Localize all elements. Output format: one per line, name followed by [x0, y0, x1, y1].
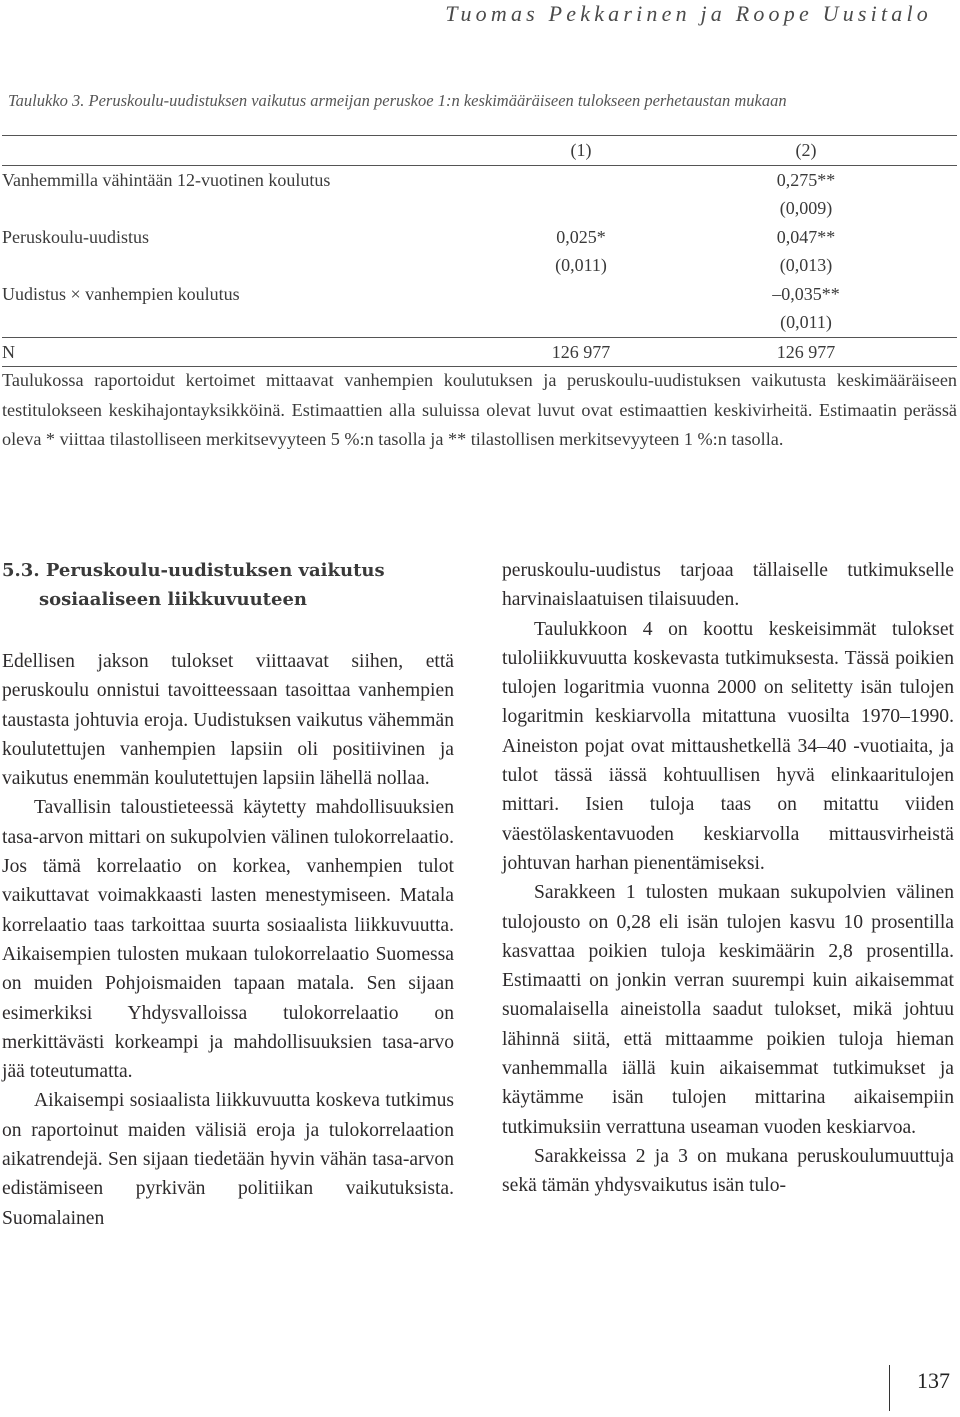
cell: 0,275** — [776, 169, 836, 190]
cell: (0,013) — [779, 255, 833, 275]
row-label: Peruskoulu-uudistus — [2, 226, 150, 247]
table-row-n — [2, 337, 957, 367]
paragraph: Sarakkeen 1 tulosten mukaan sukupolvien välinen tulojousto on 0,28 eli isän tulojen kasvu 10 prosentilla kasvattaa poikien tuloja keskimäärin 2,8 prosentilla. Estimaatti on jonkin verran suurempi kuin aikaisemmat suomalaisella aineistolla saadut tulokset, mikä johtuu lähinnä siitä, että mittaamme poikien tuloja hieman vanhemmalla iällä kuin aikaisemmat tutkimukset ja käytämme isän tulojen mittarina aikaisempiin tutkimuksiin verrattuna useaman vuoden keskiarvoa. — [502, 882, 954, 1138]
cell: (0,011) — [780, 312, 832, 332]
row-label — [2, 308, 507, 337]
table-row — [2, 165, 957, 194]
cell: 0,025* — [556, 226, 606, 247]
row-label: Vanhemmilla vähintään 12-vuotinen koulutus — [2, 169, 331, 190]
row-label — [2, 251, 507, 280]
cell — [507, 280, 655, 309]
paragraph: Sarakkeissa 2 ja 3 on mukana peruskoulumuuttuja sekä tämän yhdysvaikutus isän tulo- — [502, 1145, 954, 1197]
table-row — [2, 308, 957, 337]
column-header-1: (1) — [507, 136, 655, 166]
cell: 0,047** — [776, 226, 836, 247]
table-caption: Taulukko 3. Peruskoulu-uudistuksen vaikutus armeijan peruskoe 1:n keskimääräiseen tulokseen perhetaustan mukaan — [8, 91, 787, 110]
paragraph: Edellisen jakson tulokset viittaavat siihen, että peruskoulu onnistui tavoitteessaan tasoittaa vanhempien taustasta johtuvia eroja. Uudistuksen vaikutus vähemmän koulutettujen vanhempien lapsiin oli positiivinen ja vaikutus enemmän koulutettujen lapsiin lähellä nollaa. — [2, 651, 454, 790]
cell — [507, 308, 655, 337]
left-column — [2, 556, 454, 1233]
table-row — [2, 223, 957, 252]
paragraph: Aikaisempi sosiaalista liikkuvuutta koskeva tutkimus on raportoinut maiden välisiä eroja ja tulokorrelaation aikatrendejä. Sen sijaan tiedetään hyvin vähän tasa-arvon edistämiseen pyrkivän politiikan vaikutuksista. Suomalainen — [2, 1090, 454, 1229]
row-label: N — [2, 337, 507, 367]
paragraph: peruskoulu-uudistus tarjoaa tällaiselle tutkimukselle harvinaislaatuisen tilaisuuden. — [502, 560, 954, 611]
page-number-rule — [889, 1365, 890, 1411]
column-header-2: (2) — [655, 136, 957, 166]
right-column — [502, 556, 954, 1201]
running-header: Tuomas Pekkarinen ja Roope Uusitalo — [445, 1, 932, 26]
table-header-row — [2, 136, 957, 166]
section-heading-line-2: sosiaaliseen liikkuvuuteen — [39, 589, 307, 610]
cell: (0,011) — [555, 255, 607, 275]
cell — [507, 194, 655, 223]
section-heading-line-1: 5.3. Peruskoulu-uudistuksen vaikutus — [2, 560, 385, 581]
table-row — [2, 194, 957, 223]
cell: 126 977 — [507, 337, 655, 367]
table-row — [2, 280, 957, 309]
row-label — [2, 194, 507, 223]
page-number: 137 — [917, 1368, 950, 1393]
cell: (0,009) — [779, 198, 833, 218]
cell: 126 977 — [655, 337, 957, 367]
paragraph: Taulukkoon 4 on koottu keskeisimmät tulokset tuloliikkuvuutta koskevasta tutkimuksesta. Tässä poikien tulojen logaritmia vuonna 2000 on selitetty isän tulojen logaritmin keskiarvolla mitattuna vuosilta 1970–1990. Aineiston pojat ovat mittaushetkellä 34–40 -vuotiaita, ja tulot tässä iässä kohtuullisen hyvä elinkaaritulojen mittari. Isien tuloja taas on mitattu viiden väestölaskentavuoden keskiarvolla mittausvirheistä johtuvan harhan pienentämiseksi. — [502, 618, 954, 874]
section-heading — [2, 556, 454, 614]
row-label: Uudistus × vanhempien koulutus — [2, 283, 240, 304]
cell: –0,035** — [772, 283, 840, 304]
cell — [507, 165, 655, 194]
table-row — [2, 251, 957, 280]
paragraph: Tavallisin taloustieteessä käytetty mahdollisuuksien tasa-arvon mittari on sukupolvien välinen tulokorrelaatio. Jos tämä korrelaatio on korkea, vanhempien tulot vaikuttavat voimakkaasti lasten menestymiseen. Matala korrelaatio taas tarkoittaa suurta sosiaalista liikkuvuutta. Aikaisempien tulosten mukaan tulokorrelaatio Suomessa on muiden Pohjoismaiden tapaan matala. Sen sijaan esimerkiksi Yhdysvalloissa tulokorrelaatio on merkittävästi korkeampi ja mahdollisuuksien tasa-arvo jää toteutumatta. — [2, 797, 454, 1083]
results-table — [2, 135, 957, 367]
table-notes: Taulukossa raportoidut kertoimet mittaavat vanhempien koulutuksen ja peruskoulu-uudistuksen vaikutusta keskimääräiseen testitulokseen keskihajontayksikköinä. Estimaattien alla suluissa olevat luvut ovat estimaattien keskivirheitä. Estimaatin perässä oleva * viittaa tilastolliseen merkitsevyyteen 5 %:n tasolla ja ** tilastollisen merkitsevyyteen 1 %:n tasolla. — [2, 370, 957, 449]
